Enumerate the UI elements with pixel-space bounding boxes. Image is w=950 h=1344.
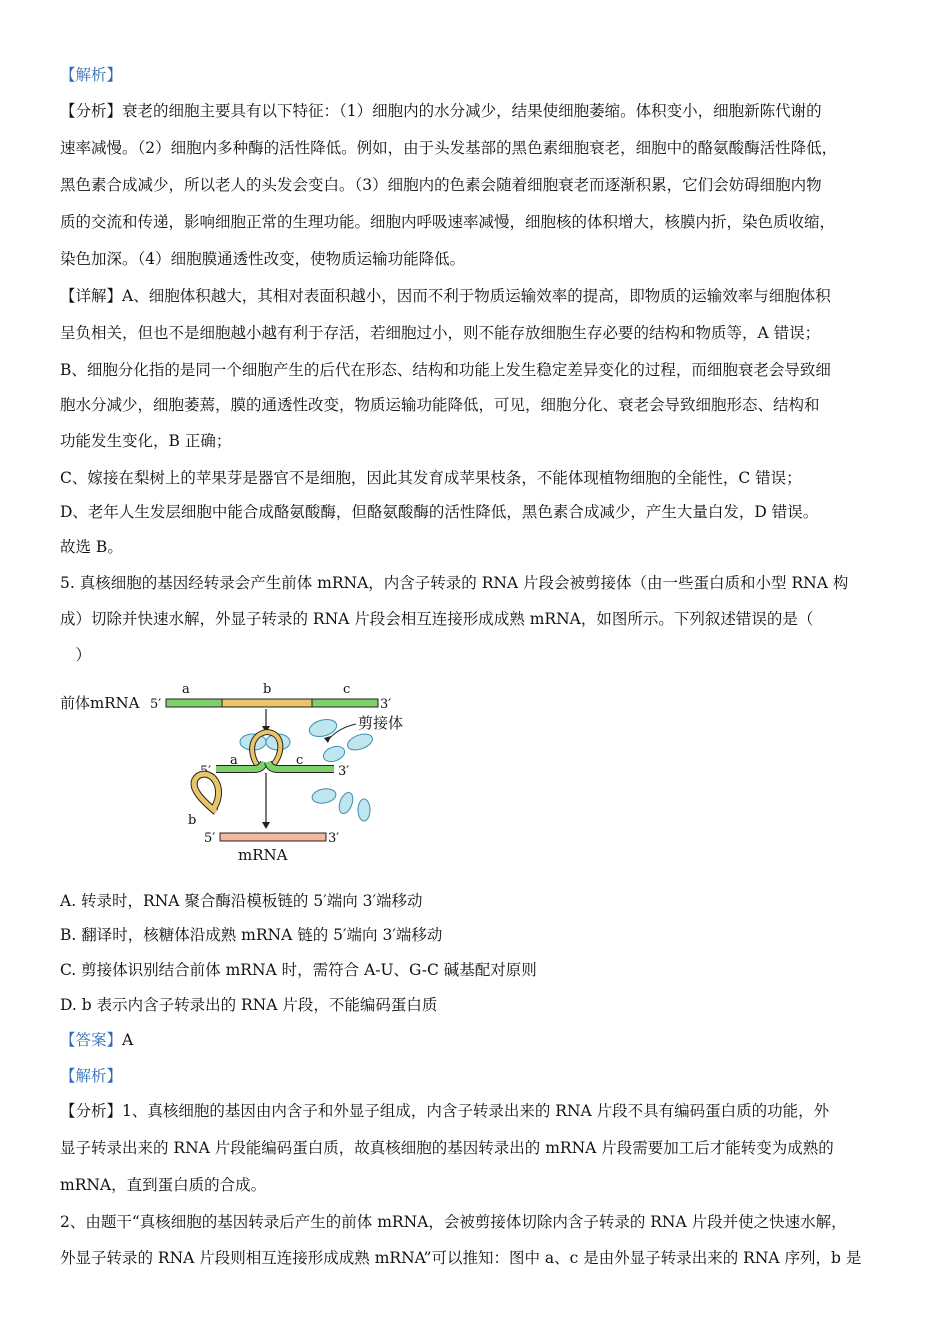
- label-3prime: 3′: [380, 697, 392, 712]
- label-mrna: mRNA: [238, 846, 288, 864]
- option-d: D. b 表示内含子转录出的 RNA 片段，不能编码蛋白质: [60, 996, 438, 1014]
- spliceosome-particle: [337, 791, 356, 816]
- label-b: b: [188, 813, 197, 828]
- spliceosome-particle: [307, 717, 338, 740]
- analysis-heading: 【解析】: [60, 1067, 123, 1085]
- option-c: C. 剪接体识别结合前体 mRNA 时，需符合 A-U、G-C 碱基配对原则: [60, 961, 537, 979]
- spliceosome-particle: [321, 744, 346, 765]
- mature-mrna-bar: [220, 833, 326, 841]
- label-5prime: 5′: [204, 831, 216, 846]
- text-line: 【分析】衰老的细胞主要具有以下特征：（1）细胞内的水分减少，结果使细胞萎缩。体积变小，细胞新陈代谢的: [60, 102, 822, 120]
- text-line: C、嫁接在梨树上的苹果芽是器官不是细胞，因此其发育成苹果枝条，不能体现植物细胞的全能性，C 错误；: [60, 469, 802, 487]
- text-line: mRNA，直到蛋白质的合成。: [60, 1176, 267, 1194]
- answer-line: [60, 1022, 898, 1059]
- spliceosome-particle: [345, 731, 374, 753]
- label-a: a: [230, 753, 238, 768]
- spliceosome-particle: [311, 787, 337, 805]
- label-3prime: 3′: [328, 831, 340, 846]
- label-c: c: [343, 682, 351, 697]
- text-line: 外显子转录的 RNA 片段则相互连接形成成熟 mRNA”可以推知：图中 a、c 是由外显子转录出来的 RNA 序列，b 是: [60, 1249, 862, 1267]
- released-lariat: [194, 774, 219, 812]
- text-line: 染色加深。（4）细胞膜通透性改变，使物质运输功能降低。: [60, 250, 466, 268]
- splicing-diagram: [58, 676, 404, 866]
- text-line: 胞水分减少，细胞萎蔫，膜的通透性改变，物质运输功能降低，可见，细胞分化、衰老会导致细胞形态、结构和: [60, 396, 820, 414]
- text-line: 速率减慢。（2）细胞内多种酶的活性降低。例如，由于头发基部的黑色素细胞衰老，细胞中的酪氨酸酶活性降低，: [60, 139, 838, 157]
- question-stem: 5. 真核细胞的基因经转录会产生前体 mRNA，内含子转录的 RNA 片段会被剪接体（由一些蛋白质和小型 RNA 构: [60, 574, 849, 592]
- text-line: 【详解】A、细胞体积越大，其相对表面积越小，因而不利于物质运输效率的提高，即物质的运输效率与细胞体积: [60, 287, 831, 305]
- text-line: 功能发生变化，B 正确；: [60, 432, 232, 450]
- spliceosome-particle: [358, 799, 370, 821]
- text-line: 黑色素合成减少，所以老人的头发会变白。（3）细胞内的色素会随着细胞衰老而逐渐积累，它们会妨碍细胞内物: [60, 176, 822, 194]
- label-5prime: 5′: [200, 764, 212, 779]
- arrow-head: [262, 822, 270, 829]
- text-line: 显子转录出来的 RNA 片段能编码蛋白质，故真核细胞的基因转录出的 mRNA 片段需要加工后才能转变为成熟的: [60, 1139, 834, 1157]
- text-line: 【分析】1、真核细胞的基因由内含子和外显子组成，内含子转录出来的 RNA 片段不具有编码蛋白质的功能，外: [60, 1102, 830, 1120]
- exon-c-bar: [312, 699, 378, 707]
- text-line: 呈负相关，但也不是细胞越小越有利于存活，若细胞过小，则不能存放细胞生存必要的结构和物质等，A 错误；: [60, 324, 821, 342]
- label-5prime: 5′: [150, 697, 162, 712]
- pointer-head: [324, 736, 331, 743]
- option-a: A. 转录时，RNA 聚合酶沿模板链的 5′端向 3′端移动: [60, 892, 423, 910]
- label-spliceosome: 剪接体: [358, 714, 404, 732]
- intron-b-bar: [222, 699, 312, 707]
- label-b: b: [263, 682, 272, 697]
- answer-tag: 【答案】: [60, 1031, 123, 1049]
- analysis-heading: 【解析】: [60, 66, 123, 84]
- text-line: 故选 B。: [60, 538, 123, 556]
- label-a: a: [182, 682, 190, 697]
- text-line: 质的交流和传递，影响细胞正常的生理功能。细胞内呼吸速率减慢，细胞核的体积增大，核膜内折，染色质收缩，: [60, 213, 836, 231]
- text-line: D、老年人生发层细胞中能合成酪氨酸酶，但酪氨酸酶的活性降低，黑色素合成减少，产生大量白发，D 错误。: [60, 503, 819, 521]
- text-line: 2、由题干“真核细胞的基因转录后产生的前体 mRNA，会被剪接体切除内含子转录的 RNA 片段并使之快速水解，: [60, 1213, 847, 1231]
- exon-a-bar: [166, 699, 222, 707]
- question-stem: ）: [60, 646, 92, 664]
- option-b: B. 翻译时，核糖体沿成熟 mRNA 链的 5′端向 3′端移动: [60, 926, 443, 944]
- label-pre-mrna: 前体mRNA: [60, 694, 140, 712]
- text-line: B、细胞分化指的是同一个细胞产生的后代在形态、结构和功能上发生稳定差异变化的过程，而细胞衰老会导致细: [60, 361, 831, 379]
- question-stem: 成）切除并快速水解，外显子转录的 RNA 片段会相互连接形成成熟 mRNA，如图所示。下列叙述错误的是（: [60, 610, 814, 628]
- label-3prime: 3′: [338, 764, 350, 779]
- label-c: c: [296, 753, 304, 768]
- answer-value: A: [122, 1031, 134, 1049]
